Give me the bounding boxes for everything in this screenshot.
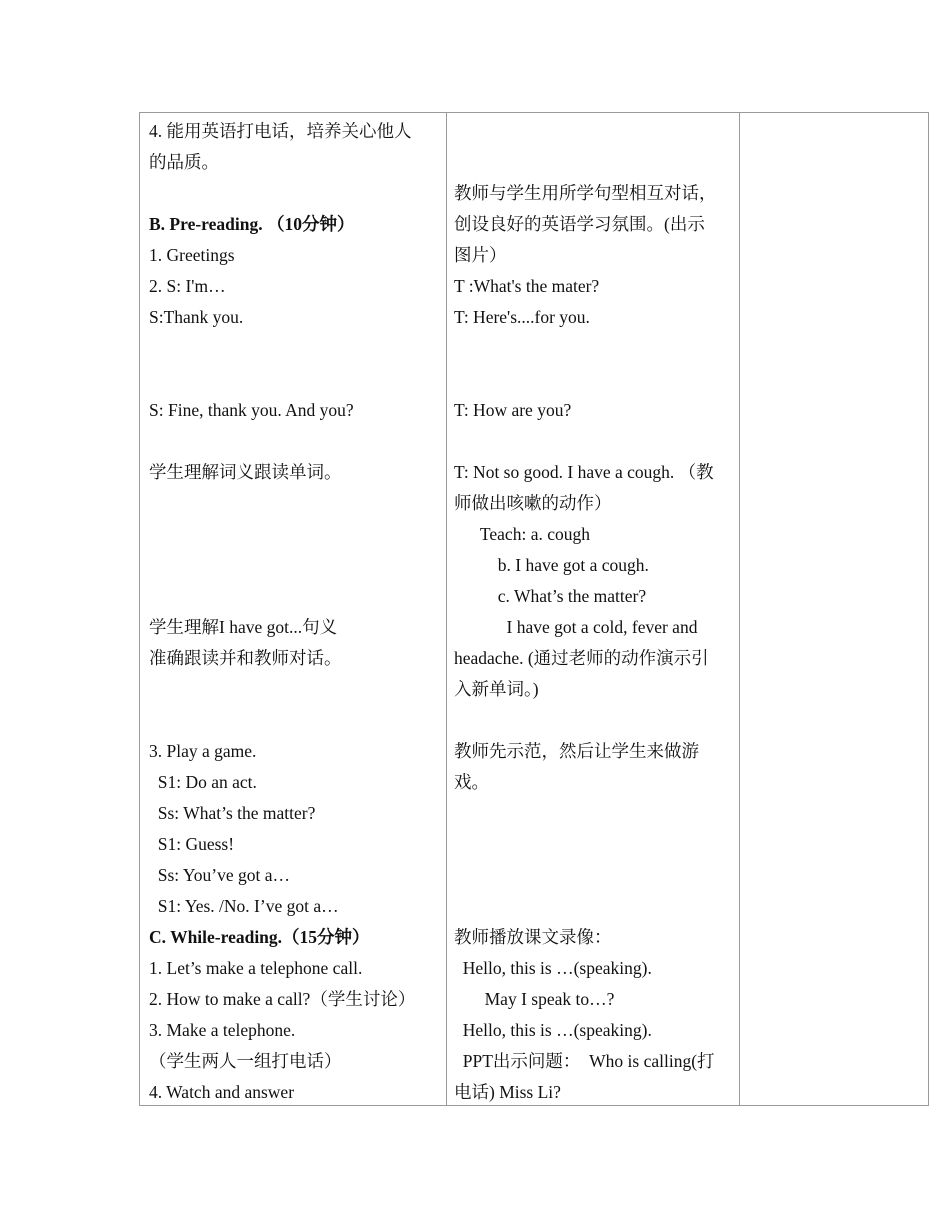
teacher-line: Teach: a. cough xyxy=(454,524,590,544)
step-line: （学生两人一组打电话） xyxy=(149,1051,342,1071)
step-line: 2. How to make a call?（学生讨论） xyxy=(149,989,416,1009)
teacher-line: 入新单词。) xyxy=(454,679,539,699)
teacher-line: I have got a cold, fever and xyxy=(454,617,698,637)
teacher-line: T: Here's....for you. xyxy=(454,307,590,327)
teacher-line: 师做出咳嗽的动作） xyxy=(454,493,612,513)
step-line: 1. Greetings xyxy=(149,245,235,265)
student-activity-column xyxy=(140,113,447,1105)
teacher-line: Hello, this is …(speaking). xyxy=(454,958,652,978)
teacher-line: c. What’s the matter? xyxy=(454,586,647,606)
step-line: Ss: What’s the matter? xyxy=(149,803,316,823)
step-line: 学生理解词义跟读单词。 xyxy=(149,462,342,482)
teacher-line: headache. (通过老师的动作演示引 xyxy=(454,648,709,668)
teacher-line: 创设良好的英语学习氛围。(出示 xyxy=(454,214,705,234)
teacher-line: T: Not so good. I have a cough. （教 xyxy=(454,462,714,482)
teacher-line: Hello, this is …(speaking). xyxy=(454,1020,652,1040)
objective-line: 4. 能用英语打电话，培养关心他人 xyxy=(149,121,412,141)
lesson-plan-table xyxy=(139,112,929,1106)
teacher-line: 图片） xyxy=(454,245,507,265)
step-line: S1: Guess! xyxy=(149,834,235,854)
step-line: S1: Do an act. xyxy=(149,772,257,792)
notes-column xyxy=(739,113,928,1105)
section-heading-pre-reading: B. Pre-reading. （10分钟） xyxy=(149,214,355,234)
teacher-line: 教师先示范，然后让学生来做游 xyxy=(454,741,699,761)
step-line: 3. Make a telephone. xyxy=(149,1020,296,1040)
step-line: Ss: You’ve got a… xyxy=(149,865,290,885)
teacher-line: T :What's the mater? xyxy=(454,276,600,296)
teacher-line: T: How are you? xyxy=(454,400,572,420)
step-line: S:Thank you. xyxy=(149,307,244,327)
objective-line: 的品质。 xyxy=(149,152,219,172)
step-line: S1: Yes. /No. I’ve got a… xyxy=(149,896,339,916)
step-line: 4. Watch and answer xyxy=(149,1082,295,1102)
teacher-line: PPT出示问题： Who is calling(打 xyxy=(454,1051,715,1071)
teacher-line: 教师播放课文录像： xyxy=(454,927,612,947)
teacher-line: 戏。 xyxy=(454,772,489,792)
teacher-line: b. I have got a cough. xyxy=(454,555,649,575)
step-line: 2. S: I'm… xyxy=(149,276,226,296)
step-line: S: Fine, thank you. And you? xyxy=(149,400,354,420)
step-line: 准确跟读并和教师对话。 xyxy=(149,648,342,668)
teacher-line: 教师与学生用所学句型相互对话， xyxy=(454,183,717,203)
teacher-activity-column xyxy=(446,113,740,1105)
step-line: 学生理解I have got...句义 xyxy=(149,617,338,637)
teacher-line: May I speak to…? xyxy=(454,989,615,1009)
step-line: 1. Let’s make a telephone call. xyxy=(149,958,363,978)
teacher-line: 电话) Miss Li? xyxy=(454,1082,561,1102)
section-heading-while-reading: C. While-reading.（15分钟） xyxy=(149,927,370,947)
step-line: 3. Play a game. xyxy=(149,741,257,761)
